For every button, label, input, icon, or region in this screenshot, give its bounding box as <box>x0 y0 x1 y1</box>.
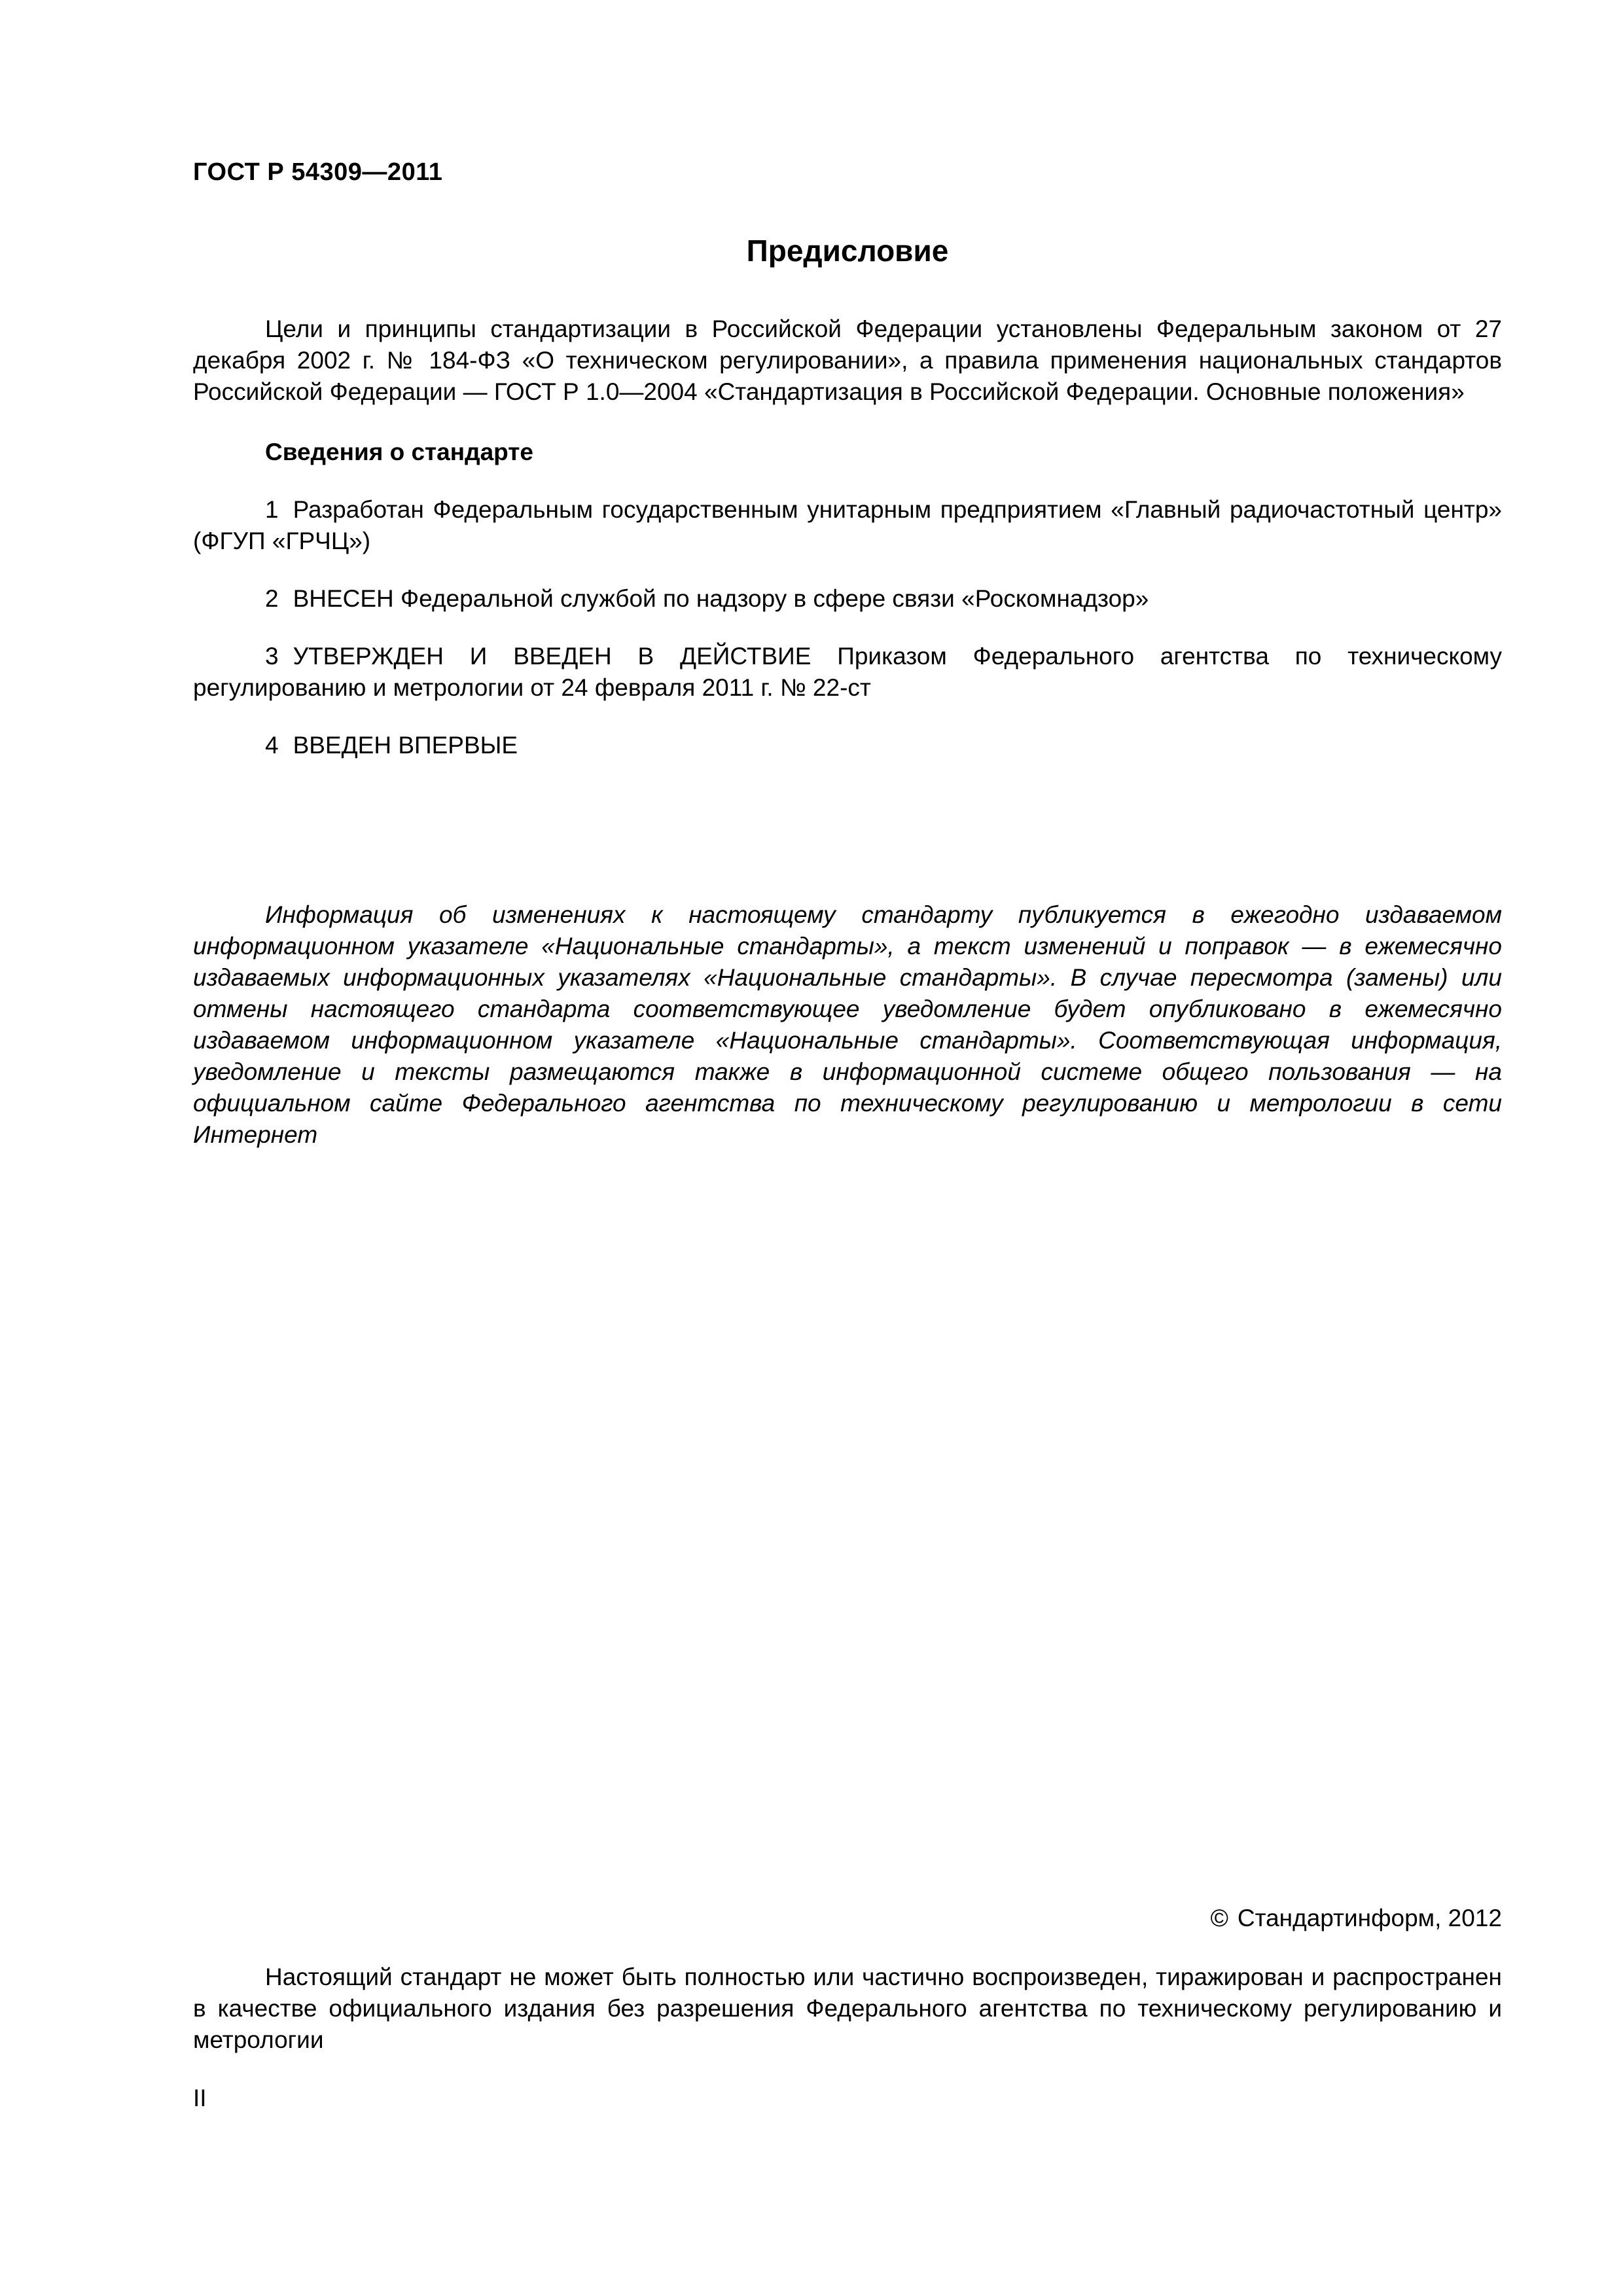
standard-info-item-4 <box>193 730 1502 761</box>
standard-info-item-1 <box>193 494 1502 557</box>
copyright-text: Стандартинформ, 2012 <box>1237 1905 1502 1931</box>
item-1-text: Разработан Федеральным государственным унитарным предприятием «Главный радиочастотный центр» (ФГУП «ГРЧЦ») <box>193 496 1502 554</box>
item-4-text: ВВЕДЕН ВПЕРВЫЕ <box>293 732 518 759</box>
item-1-number: 1 <box>265 496 279 523</box>
item-4-number: 4 <box>265 732 279 759</box>
item-3-text: УТВЕРЖДЕН И ВВЕДЕН В ДЕЙСТВИЕ Приказом Федерального агентства по техническому регулированию и метрологии от 24 февраля 2011 г. № 22-ст <box>193 643 1502 701</box>
item-2-number: 2 <box>265 585 279 612</box>
copyright-icon: © <box>1210 1905 1228 1931</box>
doc-code-header: ГОСТ Р 54309—2011 <box>193 158 443 186</box>
intro-paragraph: Цели и принципы стандартизации в Российской Федерации установлены Федеральным законом от 27 декабря 2002 г. № 184-ФЗ «О техническом регулировании», а правила применения национальных стандартов Российской Федерации — ГОСТ Р 1.0—2004 «Стандартизация в Российской Федерации. Основные положения» <box>193 315 1502 405</box>
item-2-text: ВНЕСЕН Федеральной службой по надзору в сфере связи «Роскомнадзор» <box>293 585 1149 612</box>
copyright-line <box>193 1903 1502 1934</box>
standard-info-item-2 <box>193 583 1502 615</box>
reproduction-notice: Настоящий стандарт не может быть полностью или частично воспроизведен, тиражирован и распространен в качестве официального издания без разрешения Федерального агентства по техническому регулированию и метрологии <box>193 1964 1502 2053</box>
standard-info-heading: Сведения о стандарте <box>265 439 533 465</box>
standard-info-item-3 <box>193 641 1502 704</box>
page-number: II <box>193 2085 207 2111</box>
page-footer <box>193 1903 1502 2114</box>
item-3-number: 3 <box>265 643 279 670</box>
page-title: Предисловие <box>746 234 949 268</box>
amendment-notice: Информация об изменениях к настоящему стандарту публикуется в ежегодно издаваемом информационном указателе «Национальные стандарты», а текст изменений и поправок — в ежемесячно издаваемых информационных указателях «Национальные стандарты». В случае пересмотра (замены) или отмены настоящего стандарта соответствующее уведомление будет опубликовано в ежемесячно издаваемом информационном указателе «Национальные стандарты». Соответствующая информация, уведомление и тексты размещаются также в информационной системе общего пользования — на официальном сайте Федерального агентства по техническому регулированию и метрологии в сети Интернет <box>193 901 1502 1148</box>
